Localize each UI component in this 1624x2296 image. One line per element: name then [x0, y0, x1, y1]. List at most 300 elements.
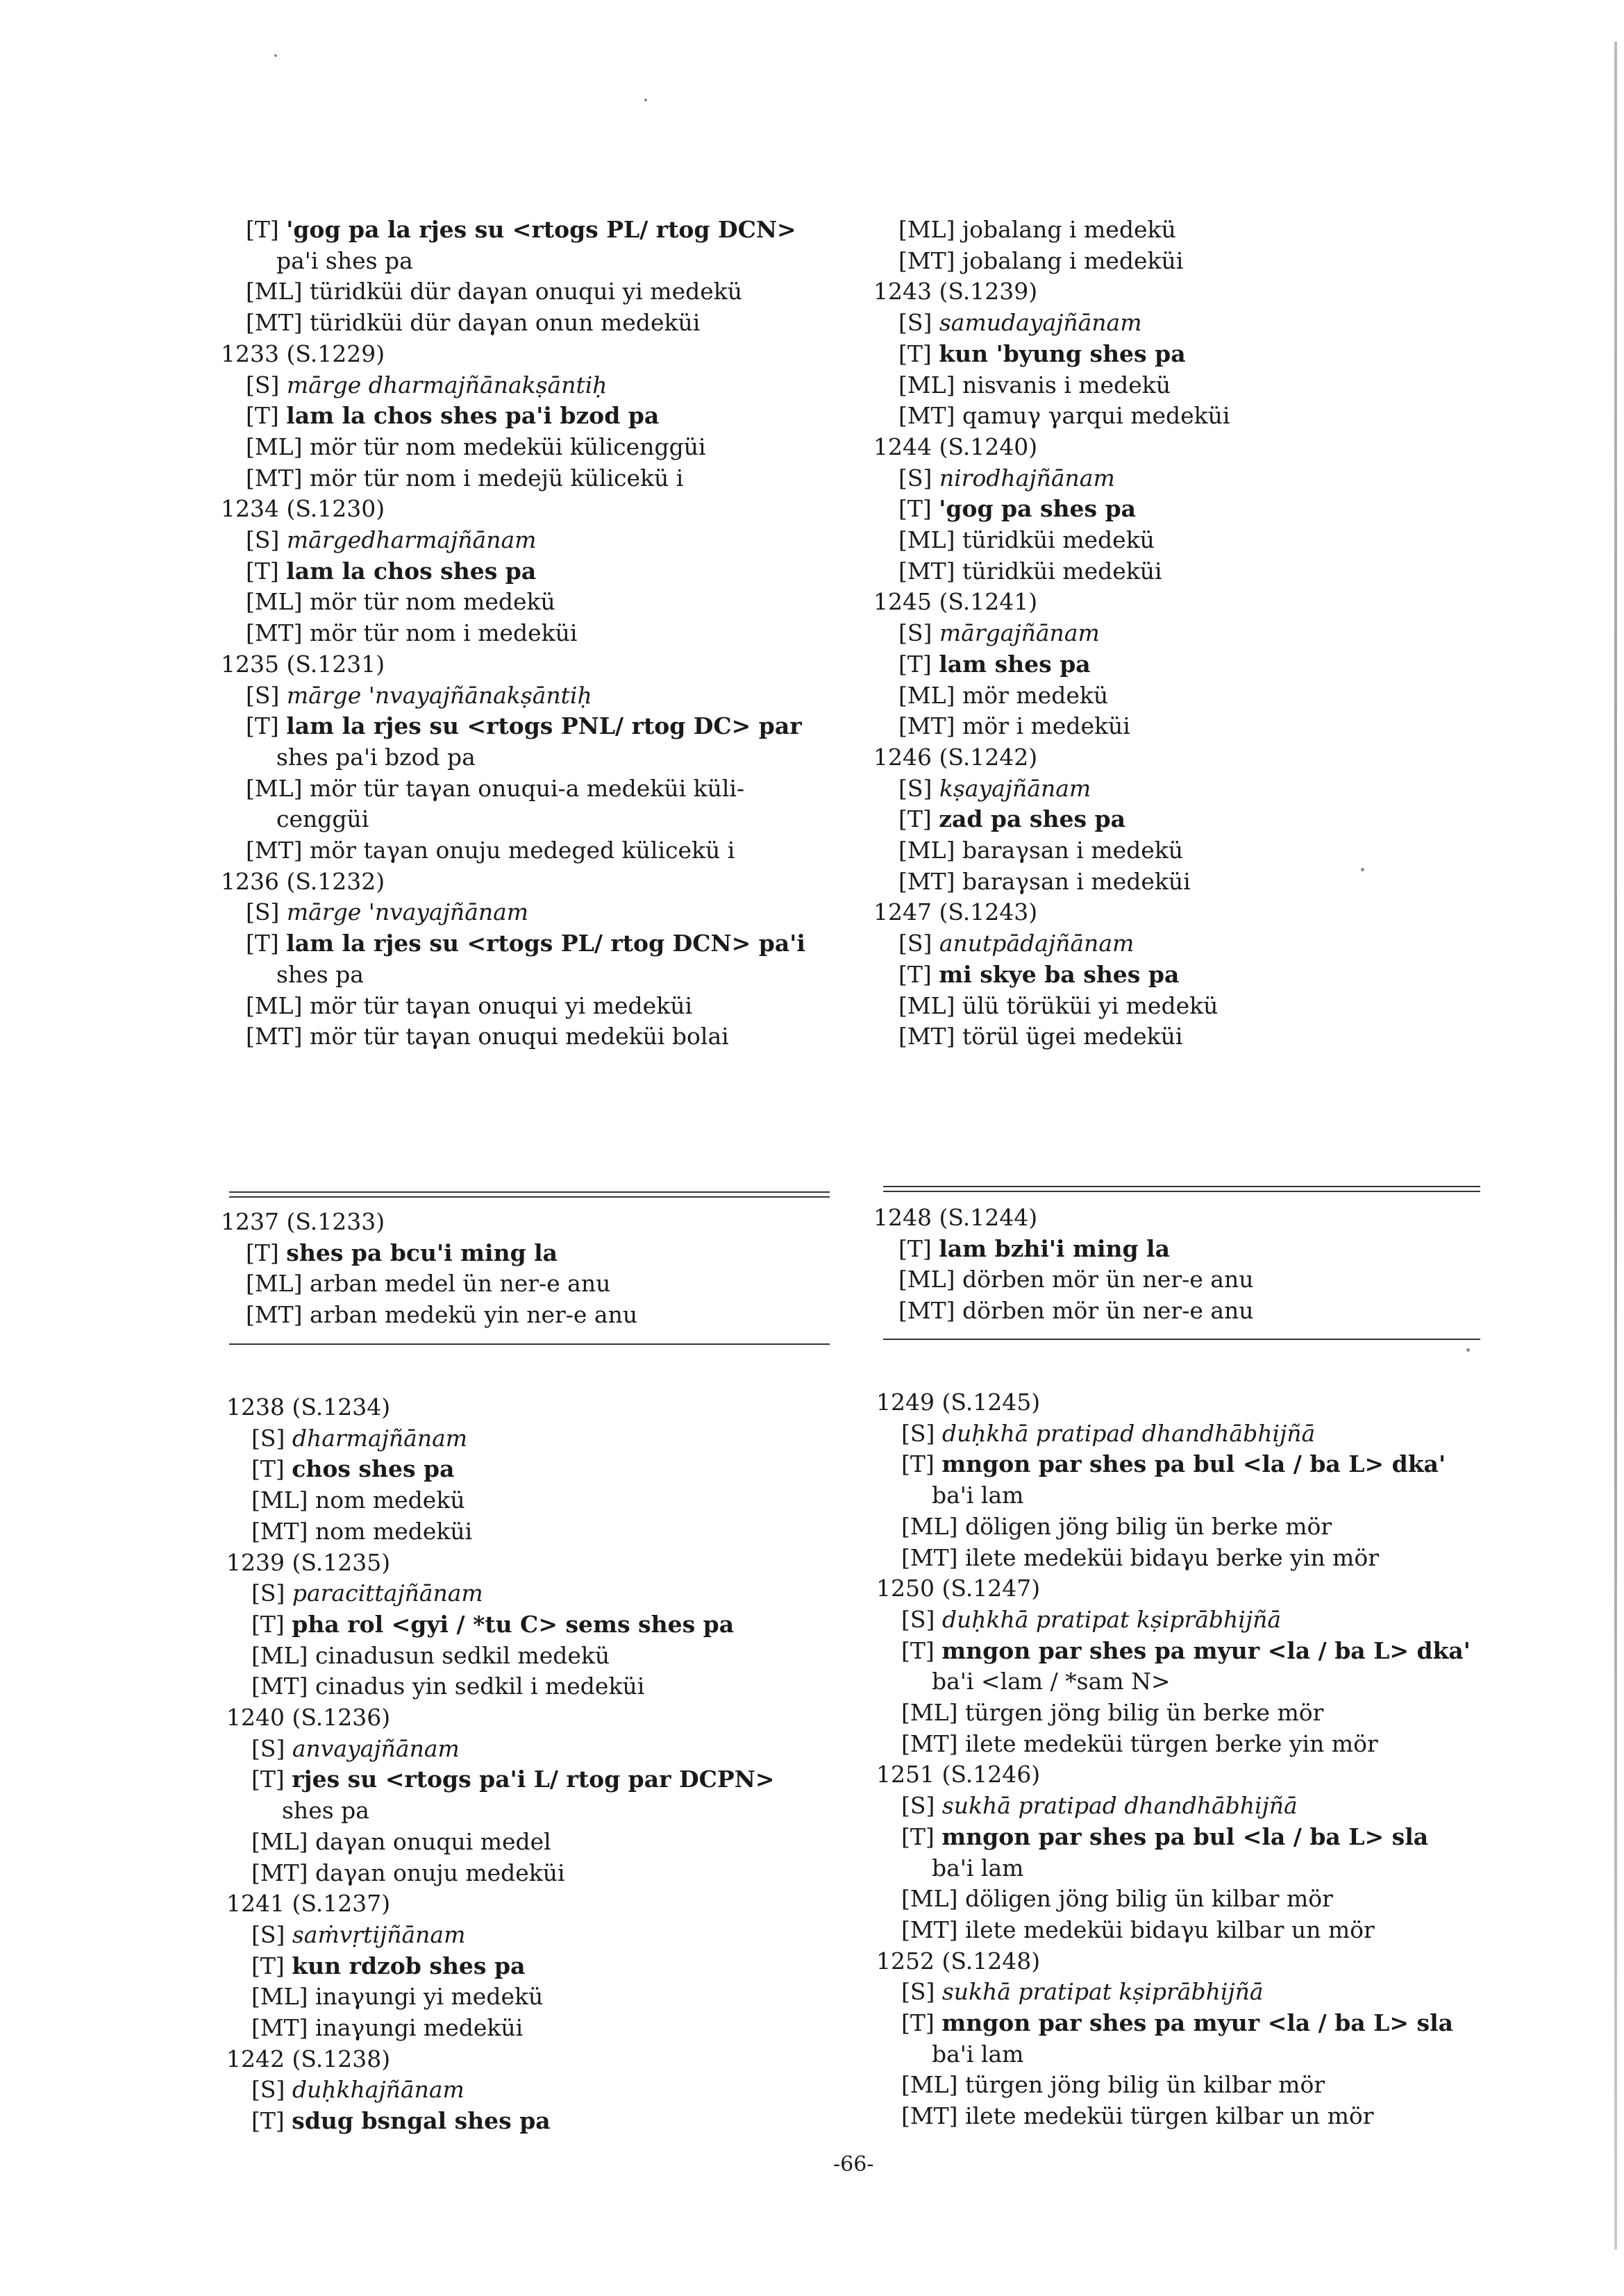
entry-label: [MT] [246, 619, 310, 647]
entry-line-s [226, 1734, 851, 1765]
entry-text: mārge 'nvayajñānakṣāntiḥ [286, 681, 592, 709]
entry-label: [ML] [246, 278, 310, 305]
entry-label: [MT] [246, 1301, 310, 1329]
entry-label: [MT] [898, 867, 963, 895]
entry-label: [T] [246, 1239, 287, 1266]
entry-label: [MT] [246, 309, 310, 337]
entry-line-mt [873, 246, 1498, 277]
entry-line-t [873, 494, 1498, 525]
entry-label: [ML] [246, 588, 310, 616]
entry-line-t [876, 1822, 1501, 1853]
entry-text: dörben mör ün ner-e anu [962, 1266, 1254, 1293]
entry-label: [ML] [901, 1885, 965, 1913]
entry-label: [T] [898, 805, 939, 833]
entry-continuation [221, 960, 846, 991]
entry-label: [MT] [898, 712, 963, 740]
entry-line-mt [226, 1516, 851, 1548]
entry-line-ml [221, 1268, 846, 1300]
entry-text: kṣayajñānam [939, 774, 1091, 802]
entry-text: 1247 (S.1243) [873, 898, 1038, 926]
entry-text: mör i medeküi [962, 712, 1130, 740]
entry-line-t [873, 1234, 1498, 1265]
entry-text: 'gog pa shes pa [939, 495, 1137, 523]
entry-text: cinadus yin sedkil i medeküi [315, 1673, 645, 1700]
entry-line-s [221, 680, 846, 712]
entry-text: pa'i shes pa [276, 246, 413, 274]
entry-label: [T] [246, 712, 287, 740]
entry-text: ilete medeküi türgen berke yin mör [965, 1729, 1378, 1757]
entry-label: [ML] [898, 681, 962, 709]
entry-text: 1244 (S.1240) [873, 433, 1038, 460]
entry-line-s [873, 618, 1498, 649]
entry-line-t [226, 1951, 851, 1982]
entry-line-mt [873, 401, 1498, 432]
entry-label: [T] [898, 340, 939, 367]
entry-line-t [226, 1454, 851, 1485]
page-number: -66- [833, 2152, 874, 2177]
entry-line-s [876, 1791, 1501, 1822]
entry-text: ilete medeküi bidaγu kilbar un mör [965, 1916, 1375, 1943]
entry-label: [S] [901, 1419, 942, 1447]
entry-number [876, 1387, 1501, 1418]
entry-line-mt [873, 866, 1498, 898]
entry-continuation [221, 804, 846, 835]
entry-label: [MT] [898, 1297, 963, 1325]
entry-text: shes pa [282, 1797, 369, 1825]
entry-line-t [221, 556, 846, 587]
entry-line-ml [221, 773, 846, 805]
entry-label: [S] [251, 1734, 292, 1762]
entry-text: arban medel ün ner-e anu [309, 1270, 611, 1298]
entry-line-ml [876, 1511, 1501, 1543]
entry-label: [T] [901, 1636, 942, 1664]
entry-line-ml [873, 370, 1498, 401]
entry-label: [S] [251, 1579, 292, 1607]
entry-line-ml [221, 587, 846, 618]
entry-line-ml [221, 276, 846, 308]
entry-line-mt [221, 835, 846, 866]
entry-text: mör tür nom i medeküi [310, 619, 578, 647]
entry-label: [T] [901, 1450, 942, 1478]
entry-number [221, 1207, 846, 1238]
entry-line-mt [221, 308, 846, 339]
entry-line-ml [873, 991, 1498, 1022]
entry-text: mör tür taγan onuqui-a medeküi küli- [309, 774, 745, 802]
entry-text: döligen jöng bilig ün kilbar mör [964, 1885, 1333, 1913]
entry-line-t [873, 649, 1498, 680]
entry-label: [MT] [901, 2102, 966, 2130]
entry-label: [S] [901, 1792, 942, 1820]
entry-text: duḥkhā pratipat kṣiprābhijñā [941, 1605, 1281, 1633]
entry-line-ml [876, 1698, 1501, 1729]
entry-label: [ML] [901, 2071, 965, 2099]
entry-line-mt [873, 711, 1498, 742]
entry-number [876, 1946, 1501, 1977]
entry-text: mör medekü [962, 681, 1109, 709]
entry-text: chos shes pa [292, 1455, 455, 1483]
entry-line-ml [873, 835, 1498, 866]
entry-text: sukhā pratipat kṣiprābhijñā [941, 1978, 1264, 2006]
entry-continuation [876, 2039, 1501, 2070]
entry-line-mt [226, 1858, 851, 1889]
entry-line-t [221, 711, 846, 742]
entry-label: [MT] [898, 1023, 963, 1050]
entry-number [873, 432, 1498, 463]
entry-text: shes pa'i bzod pa [276, 743, 476, 771]
entry-line-mt [221, 1300, 846, 1331]
entry-line-t [226, 1764, 851, 1795]
entry-label: [S] [898, 464, 939, 492]
entry-text: baraγsan i medekü [962, 837, 1184, 864]
entry-text: lam la chos shes pa [286, 557, 537, 585]
entry-line-mt [873, 556, 1498, 587]
entry-label: [T] [251, 1610, 292, 1638]
entry-label: [MT] [246, 1023, 310, 1050]
entry-text: qamuγ γarqui medeküi [962, 402, 1230, 430]
entry-line-ml [221, 432, 846, 463]
entry-label: [MT] [901, 1916, 966, 1943]
entry-label: [ML] [898, 837, 962, 864]
entry-line-s [873, 463, 1498, 494]
entry-line-s [876, 1418, 1501, 1450]
entry-label: [T] [898, 495, 939, 523]
entry-text: samudayajñānam [939, 309, 1142, 337]
entry-label: [T] [901, 2009, 942, 2037]
entry-line-t [221, 928, 846, 960]
entry-text: türidküi medekü [962, 526, 1155, 554]
entry-text: duḥkhā pratipad dhandhābhijñā [941, 1419, 1316, 1447]
entry-line-mt [873, 1021, 1498, 1053]
entry-label: [ML] [251, 1827, 315, 1855]
entry-text: sukhā pratipad dhandhābhijñā [941, 1792, 1298, 1820]
scan-speck [1361, 868, 1364, 871]
entry-text: 'gog pa la rjes su <rtogs PL/ rtog DCN> [286, 216, 796, 243]
entry-line-mt [221, 463, 846, 494]
entry-text: 1236 (S.1232) [221, 867, 385, 895]
entry-text: mör taγan onuju medeged külicekü i [310, 837, 735, 864]
entry-text: jobalang i medeküi [962, 246, 1184, 274]
entry-text: pha rol <gyi / *tu C> sems shes pa [292, 1610, 735, 1638]
entry-label: [S] [898, 309, 939, 337]
entry-label: [S] [898, 619, 939, 647]
entry-text: anutpādajñānam [939, 930, 1135, 957]
entry-line-t [873, 339, 1498, 370]
entry-number [221, 494, 846, 525]
entry-label: [ML] [898, 371, 962, 399]
entry-line-s [873, 773, 1498, 805]
entry-label: [S] [898, 930, 939, 957]
entry-label: [S] [246, 898, 287, 926]
entry-text: lam la chos shes pa'i bzod pa [286, 402, 660, 430]
entry-text: lam la rjes su <rtogs PL/ rtog DCN> pa'i [286, 930, 805, 957]
entry-continuation [221, 742, 846, 773]
entry-line-t [221, 1238, 846, 1269]
entry-label: [ML] [246, 774, 310, 802]
entry-text: türgen jöng bilig ün berke mör [964, 1699, 1324, 1727]
entry-text: 1241 (S.1237) [226, 1890, 391, 1918]
entry-line-mt [226, 2013, 851, 2044]
entry-label: [T] [251, 2107, 292, 2135]
entry-text: kun 'byung shes pa [939, 340, 1186, 367]
entry-text: 1238 (S.1234) [226, 1393, 391, 1421]
entry-label: [S] [898, 774, 939, 802]
entry-text: 1239 (S.1235) [226, 1548, 391, 1576]
entry-text: mngon par shes pa bul <la / ba L> sla [941, 1822, 1429, 1850]
entry-text: saṁvṛtijñānam [292, 1920, 466, 1948]
entry-label: [MT] [898, 246, 963, 274]
entry-label: [MT] [901, 1729, 966, 1757]
entry-text: anvayajñānam [292, 1734, 460, 1762]
entry-line-ml [873, 680, 1498, 712]
entry-text: cenggüi [276, 805, 369, 833]
entry-text: paracittajñānam [292, 1579, 483, 1607]
entry-label: [MT] [898, 402, 963, 430]
entry-line-mt [226, 1671, 851, 1702]
entry-text: lam la rjes su <rtogs PNL/ rtog DC> par [286, 712, 802, 740]
box-right [873, 1203, 1498, 1327]
entry-text: sdug bsngal shes pa [292, 2107, 551, 2135]
entry-label: [S] [901, 1978, 942, 2006]
entry-text: mör tür nom medekü [309, 588, 555, 616]
entry-label: [T] [251, 1455, 292, 1483]
entry-line-ml [226, 1827, 851, 1858]
entry-line-t [876, 1449, 1501, 1480]
entry-text: lam bzhi'i ming la [939, 1234, 1170, 1262]
entry-line-mt [876, 2101, 1501, 2132]
entry-text: nirodhajñānam [939, 464, 1115, 492]
entry-label: [ML] [898, 1266, 962, 1293]
entry-line-s [226, 1423, 851, 1455]
entry-label: [T] [246, 930, 287, 957]
entry-label: [ML] [251, 1486, 315, 1514]
entry-text: ilete medeküi bidaγu berke yin mör [965, 1543, 1379, 1571]
entry-text: türidküi dür daγan onuqui yi medekü [309, 278, 743, 305]
rule-left-bottom [229, 1343, 830, 1345]
entry-text: döligen jöng bilig ün berke mör [964, 1512, 1332, 1540]
entry-line-s [226, 2075, 851, 2106]
entry-line-mt [876, 1543, 1501, 1574]
entry-number [226, 2044, 851, 2075]
entry-line-s [873, 928, 1498, 960]
entry-label: [T] [898, 1234, 939, 1262]
entry-label: [S] [246, 526, 287, 554]
entry-text: dörben mör ün ner-e anu [962, 1297, 1254, 1325]
entry-line-s [873, 308, 1498, 339]
entry-text: nisvanis i medekü [962, 371, 1171, 399]
entry-text: ba'i lam [932, 2040, 1024, 2068]
entry-label: [ML] [246, 433, 310, 460]
entry-number [221, 866, 846, 898]
entry-line-mt [876, 1729, 1501, 1760]
entry-text: mārgajñānam [939, 619, 1100, 647]
entry-line-ml [226, 1641, 851, 1672]
entry-text: mngon par shes pa bul <la / ba L> dka' [941, 1450, 1446, 1478]
entry-text: mārgedharmajñānam [286, 526, 537, 554]
entry-text: dharmajñānam [292, 1424, 468, 1452]
column-top-left [221, 215, 846, 1053]
entry-line-t [873, 960, 1498, 991]
entry-text: mngon par shes pa myur <la / ba L> dka' [941, 1636, 1471, 1664]
entry-line-ml [873, 1264, 1498, 1296]
entry-label: [ML] [901, 1699, 965, 1727]
entry-label: [MT] [251, 1859, 316, 1886]
entry-label: [MT] [246, 464, 310, 492]
entry-number [221, 649, 846, 680]
scan-edge-shadow [1614, 42, 1617, 2249]
entry-line-s [876, 1977, 1501, 2008]
entry-label: [S] [246, 371, 287, 399]
entry-number [873, 897, 1498, 928]
entry-text: türgen jöng bilig ün kilbar mör [964, 2071, 1325, 2099]
entry-text: 1235 (S.1231) [221, 650, 385, 678]
entry-label: [T] [901, 1822, 942, 1850]
entry-text: mör tür taγan onuqui yi medeküi [309, 991, 692, 1019]
entry-text: 1237 (S.1233) [221, 1208, 385, 1235]
entry-text: nom medekü [315, 1486, 465, 1514]
entry-text: duḥkhajñānam [292, 2076, 464, 2104]
entry-number [876, 1573, 1501, 1604]
entry-continuation [876, 1480, 1501, 1511]
entry-line-ml [876, 2070, 1501, 2101]
entry-text: shes pa [276, 960, 364, 988]
entry-text: türidküi medeküi [962, 557, 1162, 585]
scan-speck [274, 54, 277, 57]
entry-label: [ML] [898, 526, 962, 554]
column-bottom-left [226, 1392, 851, 2137]
entry-label: [ML] [246, 1270, 310, 1298]
entry-text: shes pa bcu'i ming la [286, 1239, 558, 1266]
entry-text: inaγungi medeküi [315, 2014, 524, 2042]
scan-speck [1466, 1348, 1470, 1352]
entry-line-ml [876, 1884, 1501, 1915]
entry-text: cinadusun sedkil medekü [315, 1641, 610, 1669]
scan-speck [644, 99, 647, 101]
entry-text: lam shes pa [939, 650, 1091, 678]
entry-text: 1240 (S.1236) [226, 1704, 391, 1732]
entry-text: daγan onuju medeküi [315, 1859, 565, 1886]
entry-line-s [221, 370, 846, 401]
entry-continuation [226, 1795, 851, 1827]
entry-label: [ML] [898, 991, 962, 1019]
entry-number [226, 1888, 851, 1920]
entry-number [873, 742, 1498, 773]
entry-number [226, 1548, 851, 1579]
entry-label: [MT] [901, 1543, 966, 1571]
entry-text: 1252 (S.1248) [876, 1947, 1041, 1975]
entry-label: [T] [246, 402, 287, 430]
entry-text: mör tür nom i medejü külicekü i [310, 464, 684, 492]
entry-label: [S] [251, 2076, 292, 2104]
entry-label: [MT] [251, 2014, 316, 2042]
entry-line-s [226, 1578, 851, 1609]
entry-text: türidküi dür daγan onun medeküi [310, 309, 701, 337]
entry-label: [ML] [898, 216, 962, 243]
entry-text: mārge 'nvayajñānam [286, 898, 529, 926]
entry-line-ml [873, 215, 1498, 246]
rule-right-bottom [883, 1339, 1480, 1340]
entry-label: [T] [246, 557, 287, 585]
entry-line-s [226, 1920, 851, 1951]
entry-text: jobalang i medekü [962, 216, 1176, 243]
entry-number [873, 276, 1498, 308]
double-rule-right [883, 1186, 1480, 1192]
entry-line-t [876, 1636, 1501, 1667]
entry-text: mi skye ba shes pa [939, 960, 1180, 988]
entry-continuation [876, 1666, 1501, 1698]
entry-text: ülü törüküi yi medekü [962, 991, 1219, 1019]
entry-label: [T] [251, 1766, 292, 1793]
entry-label: [ML] [251, 1983, 315, 2011]
entry-text: ba'i <lam / *sam N> [932, 1668, 1171, 1695]
entry-text: ba'i lam [932, 1482, 1024, 1509]
entry-text: 1242 (S.1238) [226, 2045, 391, 2072]
entry-text: mör tür nom medeküi külicenggüi [309, 433, 706, 460]
entry-label: [S] [901, 1605, 942, 1633]
entry-number [221, 339, 846, 370]
entry-text: ilete medeküi türgen kilbar un mör [965, 2102, 1374, 2130]
column-bottom-right [876, 1387, 1501, 2132]
entry-text: nom medeküi [315, 1517, 473, 1545]
entry-number [876, 1759, 1501, 1791]
entry-line-ml [221, 991, 846, 1022]
entry-label: [T] [246, 216, 287, 243]
entry-text: 1233 (S.1229) [221, 340, 385, 367]
entry-text: mārge dharmajñānakṣāntiḥ [286, 371, 608, 399]
entry-text: törül ügei medeküi [962, 1023, 1183, 1050]
entry-text: 1243 (S.1239) [873, 278, 1038, 305]
entry-text: 1250 (S.1247) [876, 1575, 1041, 1602]
entry-label: [MT] [246, 837, 310, 864]
entry-text: mör tür taγan onuqui medeküi bolai [310, 1023, 729, 1050]
entry-number [873, 1203, 1498, 1234]
entry-line-mt [876, 1915, 1501, 1946]
entry-label: [T] [898, 650, 939, 678]
column-top-right [873, 215, 1498, 1053]
entry-label: [S] [246, 681, 287, 709]
entry-text: ba'i lam [932, 1854, 1024, 1882]
entry-continuation [221, 246, 846, 277]
entry-line-t [226, 2106, 851, 2137]
entry-text: 1245 (S.1241) [873, 588, 1038, 616]
entry-text: arban medekü yin ner-e anu [310, 1301, 638, 1329]
entry-text: 1246 (S.1242) [873, 743, 1038, 771]
entry-text: 1251 (S.1246) [876, 1761, 1041, 1788]
entry-label: [S] [251, 1920, 292, 1948]
entry-label: [S] [251, 1424, 292, 1452]
entry-label: [MT] [898, 557, 963, 585]
entry-text: zad pa shes pa [939, 805, 1125, 833]
entry-line-ml [873, 525, 1498, 556]
entry-label: [ML] [901, 1512, 965, 1540]
entry-text: kun rdzob shes pa [292, 1952, 526, 1979]
entry-number [226, 1702, 851, 1734]
entry-label: [T] [898, 960, 939, 988]
entry-line-s [221, 525, 846, 556]
entry-number [873, 587, 1498, 618]
entry-line-s [876, 1604, 1501, 1636]
entry-label: [ML] [251, 1641, 315, 1669]
entry-label: [ML] [246, 991, 310, 1019]
double-rule-left [229, 1191, 830, 1198]
entry-text: baraγsan i medeküi [962, 867, 1191, 895]
entry-line-mt [221, 1021, 846, 1053]
box-left [221, 1207, 846, 1331]
entry-line-mt [873, 1296, 1498, 1327]
entry-line-t [873, 804, 1498, 835]
entry-line-ml [226, 1485, 851, 1516]
entry-text: 1249 (S.1245) [876, 1389, 1041, 1416]
entry-line-t [221, 215, 846, 246]
